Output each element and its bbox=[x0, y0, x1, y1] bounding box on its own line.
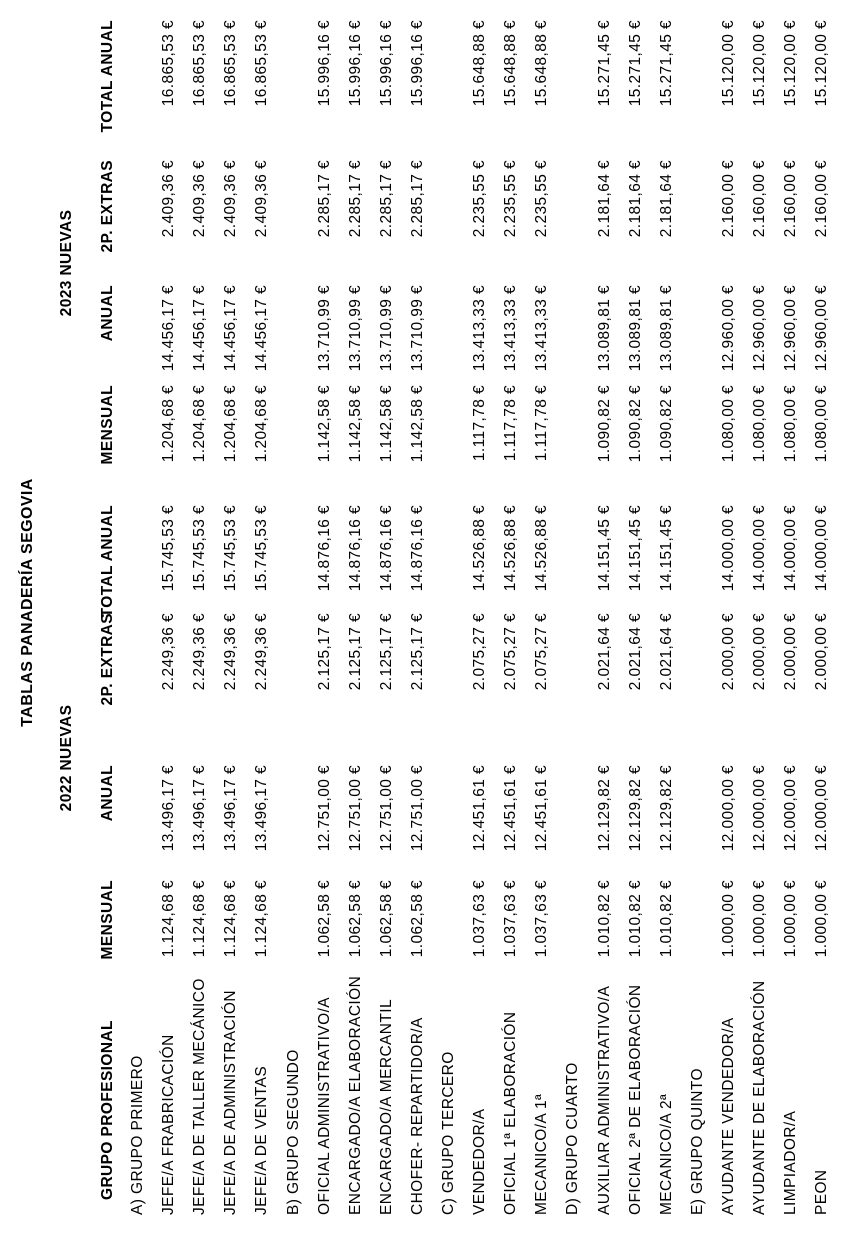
cell-extras-2023: 2.160,00 € bbox=[782, 160, 800, 238]
table-row bbox=[408, 0, 428, 1258]
header-extras-2023: 2P. EXTRAS bbox=[99, 160, 116, 253]
cell-extras-2023: 2.160,00 € bbox=[719, 160, 737, 238]
cell-total-2023: 15.648,88 € bbox=[533, 20, 551, 107]
table-row bbox=[812, 0, 832, 1258]
table-row bbox=[501, 0, 521, 1258]
cell-anual-2022: 12.000,00 € bbox=[813, 765, 831, 852]
cell-anual-2023: 13.089,81 € bbox=[657, 285, 675, 372]
cell-extras-2022: 2.000,00 € bbox=[751, 613, 768, 691]
job-title: OFICIAL 2ª DE ELABORACIÓN bbox=[626, 984, 644, 1215]
cell-total-2023: 16.865,53 € bbox=[191, 20, 209, 107]
cell-total-2022: 14.000,00 € bbox=[751, 505, 768, 592]
cell-extras-2023: 2.285,17 € bbox=[377, 160, 395, 238]
cell-total-2022: 14.151,45 € bbox=[626, 505, 644, 592]
group-title: C) GRUPO TERCERO bbox=[440, 1051, 457, 1215]
cell-extras-2022: 2.075,27 € bbox=[502, 613, 520, 691]
cell-mensual-2022: 1.000,00 € bbox=[813, 880, 831, 958]
table-row bbox=[750, 0, 770, 1258]
cell-anual-2022: 13.496,17 € bbox=[222, 765, 240, 852]
cell-anual-2022: 12.451,61 € bbox=[533, 765, 551, 852]
cell-total-2022: 14.151,45 € bbox=[595, 505, 613, 592]
header-extras-2022: 2P. EXTRAS bbox=[99, 613, 116, 706]
cell-extras-2022: 2.021,64 € bbox=[626, 613, 644, 691]
group-row bbox=[128, 0, 148, 1258]
cell-mensual-2022: 1.010,82 € bbox=[626, 880, 644, 958]
cell-anual-2023: 13.710,99 € bbox=[315, 285, 333, 372]
job-title: OFICIAL ADMINISTRATIVO/A bbox=[315, 996, 333, 1215]
cell-total-2022: 14.000,00 € bbox=[813, 505, 831, 592]
cell-anual-2023: 13.710,99 € bbox=[408, 285, 426, 372]
cell-total-2023: 15.996,16 € bbox=[346, 20, 364, 107]
cell-anual-2022: 12.751,00 € bbox=[408, 765, 426, 852]
cell-anual-2023: 13.089,81 € bbox=[626, 285, 644, 372]
cell-mensual-2023: 1.142,58 € bbox=[377, 385, 395, 463]
cell-mensual-2023: 1.080,00 € bbox=[751, 385, 768, 463]
cell-mensual-2022: 1.062,58 € bbox=[377, 880, 395, 958]
cell-total-2023: 15.996,16 € bbox=[315, 20, 333, 107]
cell-extras-2022: 2.000,00 € bbox=[719, 613, 737, 691]
group-row bbox=[439, 0, 459, 1258]
cell-anual-2023: 14.456,17 € bbox=[222, 285, 240, 372]
cell-total-2022: 14.876,16 € bbox=[408, 505, 426, 592]
job-title: AYUDANTE DE ELABORACIÓN bbox=[751, 980, 768, 1215]
cell-mensual-2023: 1.080,00 € bbox=[813, 385, 831, 463]
cell-mensual-2022: 1.037,63 € bbox=[502, 880, 520, 958]
job-title: AUXILIAR ADMINISTRATIVO/A bbox=[595, 985, 613, 1215]
job-title: MECANICO/A 2ª bbox=[657, 1093, 675, 1215]
cell-mensual-2022: 1.000,00 € bbox=[782, 880, 800, 958]
cell-extras-2022: 2.000,00 € bbox=[813, 613, 831, 691]
cell-total-2023: 15.120,00 € bbox=[719, 20, 737, 107]
cell-mensual-2023: 1.117,78 € bbox=[533, 385, 551, 462]
job-title: ENCARGADO/A MERCANTIL bbox=[377, 999, 395, 1215]
cell-anual-2022: 13.496,17 € bbox=[160, 765, 178, 852]
cell-extras-2023: 2.160,00 € bbox=[751, 160, 768, 238]
cell-anual-2022: 12.000,00 € bbox=[782, 765, 800, 852]
cell-mensual-2023: 1.142,58 € bbox=[315, 385, 333, 463]
cell-extras-2023: 2.160,00 € bbox=[813, 160, 831, 238]
cell-mensual-2023: 1.080,00 € bbox=[782, 385, 800, 463]
cell-anual-2022: 12.000,00 € bbox=[719, 765, 737, 852]
cell-extras-2023: 2.285,17 € bbox=[346, 160, 364, 238]
cell-total-2023: 15.271,45 € bbox=[626, 20, 644, 107]
cell-mensual-2023: 1.090,82 € bbox=[626, 385, 644, 463]
cell-total-2022: 15.745,53 € bbox=[191, 505, 209, 592]
table-row bbox=[377, 0, 397, 1258]
header-anual-2023: ANUAL bbox=[99, 285, 116, 342]
group-title: E) GRUPO QUINTO bbox=[688, 1068, 706, 1215]
cell-anual-2022: 12.129,82 € bbox=[626, 765, 644, 852]
cell-extras-2023: 2.181,64 € bbox=[626, 160, 644, 238]
table-row bbox=[315, 0, 335, 1258]
cell-mensual-2022: 1.062,58 € bbox=[408, 880, 426, 958]
cell-mensual-2022: 1.000,00 € bbox=[719, 880, 737, 958]
group-title: B) GRUPO SEGUNDO bbox=[284, 1049, 302, 1215]
cell-anual-2022: 12.451,61 € bbox=[471, 765, 489, 852]
cell-mensual-2023: 1.090,82 € bbox=[657, 385, 675, 463]
cell-anual-2023: 13.710,99 € bbox=[377, 285, 395, 372]
group-title: A) GRUPO PRIMERO bbox=[129, 1055, 146, 1215]
cell-total-2022: 14.000,00 € bbox=[782, 505, 800, 592]
table-row bbox=[190, 0, 210, 1258]
cell-anual-2022: 12.751,00 € bbox=[315, 765, 333, 852]
cell-anual-2023: 13.413,33 € bbox=[533, 285, 551, 372]
cell-mensual-2022: 1.010,82 € bbox=[595, 880, 613, 958]
cell-anual-2023: 13.413,33 € bbox=[471, 285, 489, 372]
cell-anual-2022: 12.451,61 € bbox=[502, 765, 520, 852]
cell-anual-2022: 13.496,17 € bbox=[253, 765, 271, 852]
table-row bbox=[532, 0, 552, 1258]
cell-anual-2023: 12.960,00 € bbox=[813, 285, 831, 372]
cell-anual-2023: 13.710,99 € bbox=[346, 285, 364, 372]
cell-total-2023: 16.865,53 € bbox=[222, 20, 240, 107]
cell-extras-2022: 2.021,64 € bbox=[657, 613, 675, 691]
cell-extras-2023: 2.409,36 € bbox=[160, 160, 178, 238]
cell-anual-2022: 12.751,00 € bbox=[377, 765, 395, 852]
cell-extras-2022: 2.125,17 € bbox=[377, 613, 395, 691]
cell-mensual-2023: 1.142,58 € bbox=[346, 385, 364, 463]
job-title: JEFE/A DE ADMINISTRACIÓN bbox=[222, 990, 240, 1215]
cell-total-2022: 14.526,88 € bbox=[471, 505, 489, 592]
cell-extras-2022: 2.125,17 € bbox=[346, 613, 364, 691]
cell-anual-2023: 13.413,33 € bbox=[502, 285, 520, 372]
cell-total-2023: 15.120,00 € bbox=[751, 20, 768, 107]
header-total-2023: TOTAL ANUAL bbox=[99, 20, 116, 133]
cell-extras-2023: 2.285,17 € bbox=[315, 160, 333, 238]
cell-mensual-2022: 1.062,58 € bbox=[315, 880, 333, 958]
cell-extras-2022: 2.075,27 € bbox=[471, 613, 489, 691]
job-title: OFICIAL 1ª ELABORACIÓN bbox=[502, 1011, 520, 1215]
cell-mensual-2022: 1.124,68 € bbox=[253, 880, 271, 958]
cell-extras-2022: 2.249,36 € bbox=[191, 613, 209, 691]
header-mensual-2022: MENSUAL bbox=[99, 880, 116, 960]
table-row bbox=[595, 0, 615, 1258]
cell-extras-2023: 2.409,36 € bbox=[222, 160, 240, 238]
cell-total-2023: 15.996,16 € bbox=[408, 20, 426, 107]
table-row bbox=[221, 0, 241, 1258]
cell-mensual-2022: 1.124,68 € bbox=[222, 880, 240, 958]
cell-total-2022: 15.745,53 € bbox=[160, 505, 178, 592]
cell-anual-2023: 14.456,17 € bbox=[160, 285, 178, 372]
cell-extras-2023: 2.235,55 € bbox=[502, 160, 520, 238]
cell-extras-2023: 2.409,36 € bbox=[253, 160, 271, 238]
group-row bbox=[284, 0, 304, 1258]
table-row bbox=[159, 0, 179, 1258]
cell-total-2022: 15.745,53 € bbox=[253, 505, 271, 592]
cell-total-2022: 14.151,45 € bbox=[657, 505, 675, 592]
job-title: VENDEDOR/A bbox=[471, 1108, 489, 1215]
header-anual-2022: ANUAL bbox=[99, 765, 116, 822]
table-row bbox=[252, 0, 272, 1258]
cell-total-2023: 15.120,00 € bbox=[813, 20, 831, 107]
cell-total-2022: 15.745,53 € bbox=[222, 505, 240, 592]
cell-extras-2022: 2.075,27 € bbox=[533, 613, 551, 691]
job-title: JEFE/A DE TALLER MECÁNICO bbox=[191, 978, 209, 1215]
cell-total-2023: 15.120,00 € bbox=[782, 20, 800, 107]
cell-total-2023: 16.865,53 € bbox=[253, 20, 271, 107]
cell-anual-2023: 12.960,00 € bbox=[719, 285, 737, 372]
cell-extras-2022: 2.125,17 € bbox=[408, 613, 426, 691]
cell-anual-2022: 12.129,82 € bbox=[595, 765, 613, 852]
cell-extras-2022: 2.249,36 € bbox=[222, 613, 240, 691]
cell-extras-2023: 2.235,55 € bbox=[533, 160, 551, 238]
cell-anual-2023: 14.456,17 € bbox=[253, 285, 271, 372]
group-title: D) GRUPO CUARTO bbox=[564, 1062, 582, 1215]
job-title: ENCARGADO/A ELABORACIÓN bbox=[346, 975, 364, 1215]
cell-total-2023: 15.648,88 € bbox=[502, 20, 520, 107]
cell-extras-2022: 2.021,64 € bbox=[595, 613, 613, 691]
table-row bbox=[781, 0, 801, 1258]
job-title: PEON bbox=[813, 1169, 831, 1215]
year-header-2023: 2023 NUEVAS bbox=[58, 209, 75, 317]
cell-mensual-2022: 1.124,68 € bbox=[160, 880, 178, 958]
cell-extras-2022: 2.125,17 € bbox=[315, 613, 333, 691]
table-row bbox=[719, 0, 739, 1258]
group-row bbox=[688, 0, 708, 1258]
cell-extras-2023: 2.409,36 € bbox=[191, 160, 209, 238]
cell-anual-2022: 12.000,00 € bbox=[751, 765, 768, 852]
cell-total-2023: 16.865,53 € bbox=[160, 20, 178, 107]
cell-total-2023: 15.271,45 € bbox=[657, 20, 675, 107]
cell-anual-2022: 12.129,82 € bbox=[657, 765, 675, 852]
cell-anual-2023: 12.960,00 € bbox=[782, 285, 800, 372]
job-title: MECANICO/A 1ª bbox=[533, 1093, 551, 1215]
cell-total-2022: 14.876,16 € bbox=[346, 505, 364, 592]
cell-total-2023: 15.648,88 € bbox=[471, 20, 489, 107]
document-title: TABLAS PANADERÍA SEGOVIA bbox=[19, 478, 36, 727]
cell-extras-2023: 2.235,55 € bbox=[471, 160, 489, 238]
cell-mensual-2023: 1.090,82 € bbox=[595, 385, 613, 463]
cell-anual-2023: 13.089,81 € bbox=[595, 285, 613, 372]
cell-total-2023: 15.271,45 € bbox=[595, 20, 613, 107]
cell-total-2022: 14.876,16 € bbox=[377, 505, 395, 592]
job-title: CHOFER- REPARTIDOR/A bbox=[408, 1017, 426, 1215]
cell-extras-2023: 2.181,64 € bbox=[657, 160, 675, 238]
header-grupo-profesional: GRUPO PROFESIONAL bbox=[99, 1020, 116, 1200]
cell-total-2023: 15.996,16 € bbox=[377, 20, 395, 107]
header-total-2022: TOTAL ANUAL bbox=[99, 505, 116, 618]
table-row bbox=[626, 0, 646, 1258]
cell-anual-2023: 12.960,00 € bbox=[751, 285, 768, 372]
cell-anual-2022: 12.751,00 € bbox=[346, 765, 364, 852]
cell-mensual-2023: 1.117,78 € bbox=[471, 385, 489, 462]
year-header-2022: 2022 NUEVAS bbox=[58, 704, 75, 812]
table-row bbox=[470, 0, 490, 1258]
cell-mensual-2022: 1.124,68 € bbox=[191, 880, 209, 958]
cell-mensual-2023: 1.204,68 € bbox=[222, 385, 240, 463]
cell-total-2022: 14.876,16 € bbox=[315, 505, 333, 592]
cell-mensual-2023: 1.204,68 € bbox=[191, 385, 209, 463]
cell-mensual-2022: 1.037,63 € bbox=[533, 880, 551, 958]
column-header-row bbox=[98, 0, 118, 1258]
cell-total-2022: 14.526,88 € bbox=[533, 505, 551, 592]
cell-extras-2022: 2.249,36 € bbox=[253, 613, 271, 691]
cell-extras-2023: 2.181,64 € bbox=[595, 160, 613, 238]
cell-mensual-2022: 1.010,82 € bbox=[657, 880, 675, 958]
job-title: JEFE/A DE VENTAS bbox=[253, 1065, 271, 1215]
cell-extras-2022: 2.249,36 € bbox=[160, 613, 178, 691]
cell-anual-2022: 13.496,17 € bbox=[191, 765, 209, 852]
cell-extras-2023: 2.285,17 € bbox=[408, 160, 426, 238]
cell-anual-2023: 14.456,17 € bbox=[191, 285, 209, 372]
cell-mensual-2023: 1.117,78 € bbox=[502, 385, 520, 462]
cell-mensual-2023: 1.080,00 € bbox=[719, 385, 737, 463]
cell-mensual-2023: 1.204,68 € bbox=[160, 385, 178, 463]
job-title: LIMPIADOR/A bbox=[782, 1110, 800, 1215]
cell-mensual-2022: 1.062,58 € bbox=[346, 880, 364, 958]
table-row bbox=[657, 0, 677, 1258]
cell-mensual-2022: 1.000,00 € bbox=[751, 880, 768, 958]
group-row bbox=[563, 0, 583, 1258]
cell-total-2022: 14.000,00 € bbox=[719, 505, 737, 592]
cell-extras-2022: 2.000,00 € bbox=[782, 613, 800, 691]
header-mensual-2023: MENSUAL bbox=[99, 385, 116, 465]
job-title: AYUDANTE VENDEDOR/A bbox=[719, 1017, 737, 1215]
cell-mensual-2023: 1.204,68 € bbox=[253, 385, 271, 463]
cell-mensual-2023: 1.142,58 € bbox=[408, 385, 426, 463]
cell-total-2022: 14.526,88 € bbox=[502, 505, 520, 592]
table-row bbox=[346, 0, 366, 1258]
cell-mensual-2022: 1.037,63 € bbox=[471, 880, 489, 958]
job-title: JEFE/A FRABRICACIÓN bbox=[160, 1034, 178, 1215]
